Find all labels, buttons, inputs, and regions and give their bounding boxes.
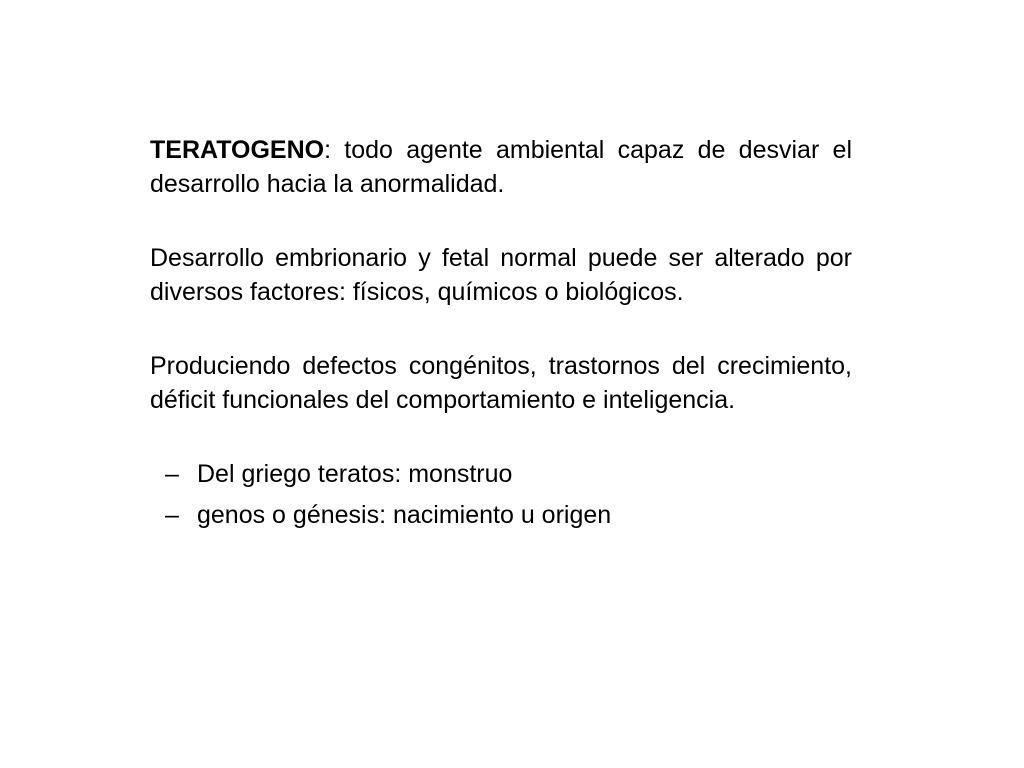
etymology-text: Del griego teratos: monstruo [197,460,513,488]
etymology-item-genos [152,498,854,532]
dash-bullet: – [165,460,179,488]
development-paragraph: Desarrollo embrionario y fetal normal puede ser alterado por diversos factores: físicos, químicos o biológicos. [150,244,852,306]
definition-paragraph [150,133,852,201]
term-teratogeno: TERATOGENO [150,136,325,164]
defects-paragraph: Produciendo defectos congénitos, trastornos del crecimiento, déficit funcionales del comportamiento e inteligencia. [150,352,852,414]
slide-content [150,133,852,539]
etymology-item-teratos [152,457,854,491]
etymology-text: genos o génesis: nacimiento u origen [197,501,612,529]
etymology-list [150,457,852,532]
dash-bullet: – [165,501,179,529]
definition-text: : todo agente ambiental capaz de desviar el desarrollo hacia la anormalidad. [150,136,852,198]
